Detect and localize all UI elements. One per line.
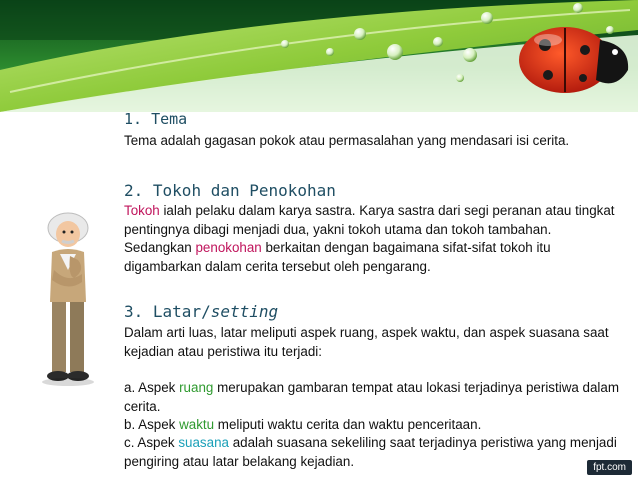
item-c-prefix: c. Aspek [124,435,179,450]
term-waktu: waktu [179,417,215,432]
section-3-number: 3. [124,302,144,321]
section-2-heading [124,181,336,200]
section-1-heading [124,110,187,128]
header-photo-banner [0,0,638,112]
section-2-text-2: berkaitan dengan bagaimana sifat-sifat tokoh itu digambarkan dalam cerita tersebut oleh pengarang. [124,240,551,274]
term-ruang: ruang [179,380,214,395]
section-3-item-c [124,434,622,471]
section-3-heading [124,302,278,321]
section-3-title-a: Latar/ [152,302,211,321]
term-tokoh: Tokoh [124,203,160,218]
item-a-rest: merupakan gambaran tempat atau lokasi terjadinya peristiwa dalam cerita. [124,380,619,414]
item-a-prefix: a. Aspek [124,380,180,395]
section-1-title: Tema [151,110,188,128]
section-1-number: 1. [124,110,143,128]
item-b-rest: meliputi waktu cerita dan waktu penceritaan. [214,417,482,432]
section-3-intro: Dalam arti luas, latar meliputi aspek ruang, aspek waktu, dan aspek suasana saat kejadian atau peristiwa itu terjadi: [124,325,609,359]
section-3-item-b [124,416,622,435]
section-2-title: Tokoh dan Penokohan [152,181,336,200]
term-penokohan: penokohan [195,240,262,256]
item-b-prefix: b. Aspek [124,417,180,432]
section-2-text-1: ialah pelaku dalam karya sastra. Karya sastra dari segi peranan atau tingkat pentingnya dibagi menjadi dua, yakni tokoh utama dan tokoh tambahan. Sedangkan [124,203,615,256]
thinking-figure [38,210,98,388]
item-c-rest: adalah suasana sekeliling saat terjadinya peristiwa yang menjadi pengiring atau latar belakang kejadian. [124,435,617,469]
section-1-body: Tema adalah gagasan pokok atau permasalahan yang mendasari isi cerita. [124,133,570,148]
section-3-item-a [124,379,622,416]
footer-badge: fpt.com [587,460,632,475]
term-suasana: suasana [178,435,229,450]
section-3-title-b: setting [210,302,279,321]
section-2-number: 2. [124,181,144,200]
thinking-old-man-icon [38,210,98,388]
section-2-body [124,202,622,276]
leaf-ladybug-icon [0,0,638,112]
